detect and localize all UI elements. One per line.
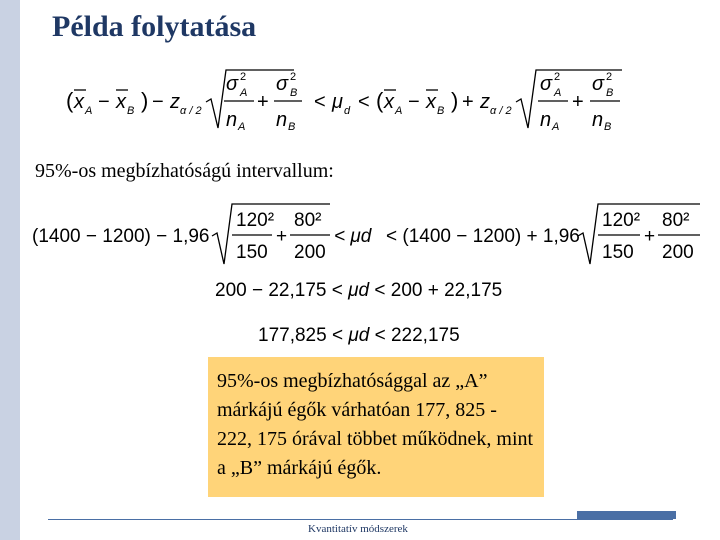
- page-title: Példa folytatása: [52, 10, 257, 43]
- interval-line-4: [258, 325, 460, 347]
- svg-text:(: (: [66, 88, 74, 113]
- svg-text:x: x: [426, 91, 436, 113]
- svg-text:σ: σ: [592, 73, 605, 95]
- decorative-side-bar: [0, 0, 20, 540]
- svg-text:150: 150: [602, 242, 634, 263]
- svg-text:A: A: [552, 121, 560, 133]
- svg-text:σ: σ: [540, 73, 553, 95]
- numeric-mu: < μd: [334, 226, 372, 247]
- conclusion-box: [208, 357, 544, 497]
- line3-right: < 200 + 22,175: [374, 280, 503, 301]
- line4-mu: μd: [348, 325, 370, 346]
- svg-text:+: +: [644, 226, 656, 247]
- svg-text:A: A: [554, 87, 562, 99]
- svg-text:+: +: [572, 91, 584, 113]
- numeric-right-part: < (1400 − 1200) + 1,96: [386, 226, 580, 247]
- line3-left: 200 − 22,175 <: [215, 280, 343, 301]
- svg-text:200: 200: [662, 242, 694, 263]
- svg-text:2: 2: [290, 71, 297, 83]
- svg-text:α / 2: α / 2: [490, 105, 512, 117]
- numeric-interval-formula: [32, 200, 702, 270]
- svg-text:120²: 120²: [602, 210, 641, 231]
- svg-text:z: z: [170, 91, 180, 113]
- conclusion-text: 95%-os megbízhatósággal az „A” márkájú égők várhatóan 177, 825 - 222, 175 órával többet működnek, mint a „B” márkájú égők.: [217, 370, 534, 479]
- svg-text:n: n: [276, 109, 288, 131]
- svg-text:A: A: [238, 121, 246, 133]
- svg-text:2: 2: [554, 71, 561, 83]
- svg-text:(: (: [376, 88, 384, 113]
- line4-right: < 222,175: [374, 325, 460, 346]
- svg-text:x: x: [384, 91, 394, 113]
- svg-text:): ): [451, 88, 459, 113]
- svg-text:z: z: [480, 91, 490, 113]
- footer-accent-bar: [577, 511, 676, 519]
- svg-text:<: <: [358, 91, 370, 113]
- svg-text:2: 2: [240, 71, 247, 83]
- svg-text:80²: 80²: [662, 210, 690, 231]
- svg-text:n: n: [592, 109, 604, 131]
- svg-text:σ: σ: [226, 73, 239, 95]
- svg-text:n: n: [226, 109, 238, 131]
- svg-text:σ: σ: [276, 73, 289, 95]
- numeric-den2: 200: [294, 242, 326, 263]
- general-interval-formula: [66, 66, 626, 136]
- svg-text:B: B: [290, 87, 298, 99]
- interval-label: 95%-os megbízhatóságú intervallum:: [35, 160, 334, 182]
- svg-text:+: +: [276, 226, 288, 247]
- svg-text:A: A: [395, 105, 403, 117]
- svg-text:B: B: [288, 121, 296, 133]
- footer-divider: [48, 519, 673, 520]
- svg-text:2: 2: [606, 71, 613, 83]
- numeric-num2: 80²: [294, 210, 322, 231]
- svg-text:−: −: [152, 91, 164, 113]
- svg-text:+: +: [462, 91, 474, 113]
- line4-left: 177,825 <: [258, 325, 344, 346]
- svg-text:−: −: [408, 91, 420, 113]
- interval-line-3: [215, 280, 502, 302]
- svg-text:A: A: [85, 105, 93, 117]
- svg-text:A: A: [240, 87, 248, 99]
- numeric-num1: 120²: [236, 210, 275, 231]
- svg-text:x: x: [74, 91, 84, 113]
- svg-text:x: x: [116, 91, 126, 113]
- svg-text:B: B: [127, 105, 135, 117]
- svg-text:α / 2: α / 2: [180, 105, 202, 117]
- svg-text:): ): [141, 88, 149, 113]
- svg-text:B: B: [604, 121, 612, 133]
- svg-text:B: B: [437, 105, 445, 117]
- svg-text:<: <: [314, 91, 326, 113]
- line3-mu: μd: [348, 280, 370, 301]
- numeric-left-part: (1400 − 1200) − 1,96: [32, 226, 210, 247]
- footer-text: Kvantitatív módszerek: [308, 523, 408, 535]
- svg-text:−: −: [98, 91, 110, 113]
- svg-text:n: n: [540, 109, 552, 131]
- numeric-den1: 150: [236, 242, 268, 263]
- svg-text:B: B: [606, 87, 614, 99]
- svg-text:d: d: [344, 105, 351, 117]
- svg-text:μ: μ: [332, 91, 343, 113]
- svg-text:+: +: [257, 91, 269, 113]
